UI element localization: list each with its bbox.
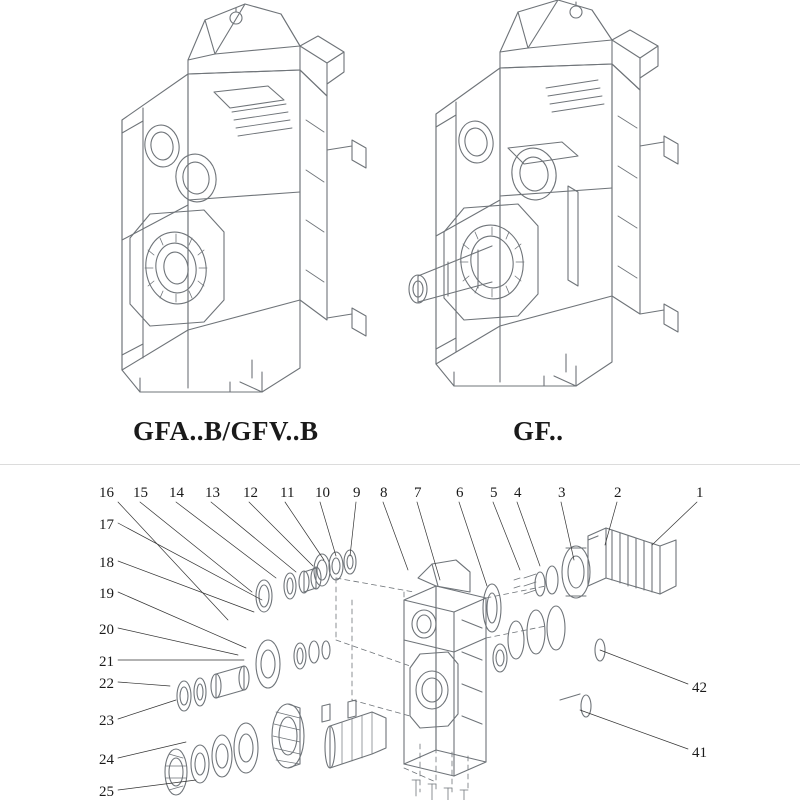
callout-number-22: 22 bbox=[99, 676, 114, 692]
callout-number-11: 11 bbox=[280, 485, 295, 501]
callout-number-10: 10 bbox=[315, 485, 330, 501]
callout-number-25: 25 bbox=[99, 784, 114, 800]
callout-number-12: 12 bbox=[243, 485, 258, 501]
callout-number-6: 6 bbox=[456, 485, 464, 501]
callout-number-5: 5 bbox=[490, 485, 498, 501]
callout-number-3: 3 bbox=[558, 485, 566, 501]
exploded-right-small-parts bbox=[560, 639, 605, 717]
callout-leader-lines bbox=[118, 502, 697, 790]
section-divider bbox=[0, 464, 800, 465]
gearbox-left-drawing bbox=[122, 4, 366, 392]
callout-number-18: 18 bbox=[99, 555, 114, 571]
callout-number-42: 42 bbox=[692, 680, 707, 696]
callout-number-4: 4 bbox=[514, 485, 522, 501]
exploded-housing bbox=[404, 560, 486, 776]
callout-number-9: 9 bbox=[353, 485, 361, 501]
callout-number-17: 17 bbox=[99, 517, 114, 533]
callout-number-20: 20 bbox=[99, 622, 114, 638]
gearbox-right-drawing bbox=[409, 0, 678, 386]
callout-number-24: 24 bbox=[99, 752, 114, 768]
exploded-assembly-drawing bbox=[118, 502, 697, 800]
callout-number-16: 16 bbox=[99, 485, 114, 501]
exploded-middle-shaft-group bbox=[177, 640, 330, 711]
caption-right: GF.. bbox=[513, 416, 564, 446]
caption-left: GFA..B/GFV..B bbox=[133, 416, 319, 446]
exploded-lower-gear-group bbox=[165, 700, 386, 795]
callout-number-1: 1 bbox=[696, 485, 704, 501]
callout-number-7: 7 bbox=[414, 485, 422, 501]
callout-number-21: 21 bbox=[99, 654, 114, 670]
callout-number-41: 41 bbox=[692, 745, 707, 761]
callout-number-8: 8 bbox=[380, 485, 388, 501]
callout-number-15: 15 bbox=[133, 485, 148, 501]
callout-number-23: 23 bbox=[99, 713, 114, 729]
callout-number-19: 19 bbox=[99, 586, 114, 602]
callout-number-2: 2 bbox=[614, 485, 622, 501]
callout-number-13: 13 bbox=[205, 485, 220, 501]
callout-number-14: 14 bbox=[169, 485, 184, 501]
